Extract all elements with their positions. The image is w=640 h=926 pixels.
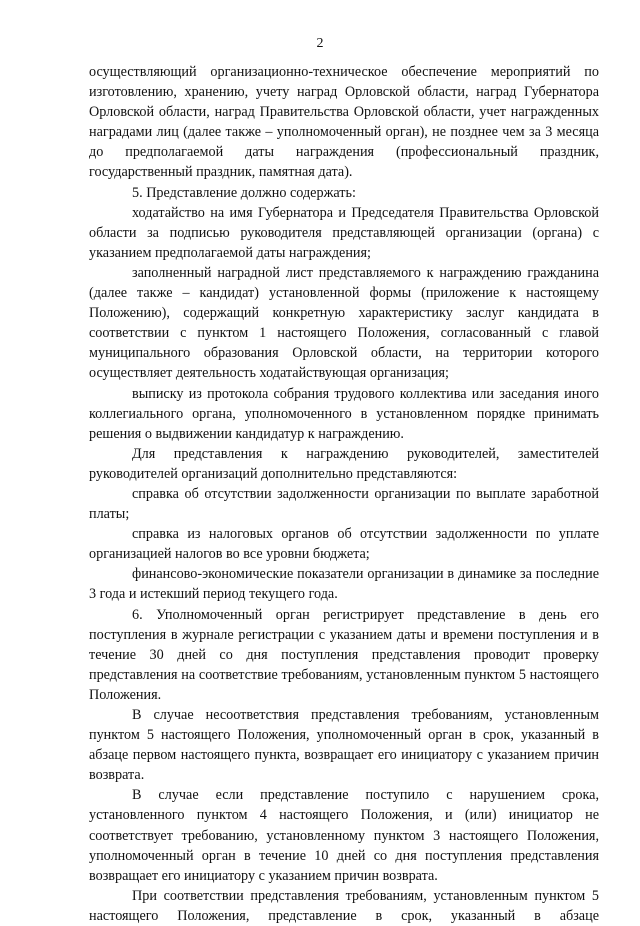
paragraph-protocol-extract: выписку из протокола собрания трудового коллектива или заседания иного коллегиального органа, уполномоченного в установленном порядке принимать решения о выдвижении кандидатур к награждению.: [89, 385, 599, 442]
paragraph-petition: ходатайство на имя Губернатора и Председателя Правительства Орловской области за подписью руководителя представляющей организации (органа) с указанием предполагаемой даты награждения;: [89, 204, 599, 261]
paragraph-salary-certificate: справка об отсутствии задолженности организации по выплате заработной платы;: [89, 485, 599, 523]
page-number: 2: [316, 36, 324, 51]
paragraph-nonconformity-return: В случае несоответствия представления требованиям, установленным пунктом 5 настоящего Положения, уполномоченный орган в срок, указанный в абзаце первом настоящего пункта, возвращает его инициатору с указанием причин возврата.: [89, 707, 599, 784]
document-body: [89, 62, 599, 926]
paragraph-award-sheet: заполненный наградной лист представляемого к награждению гражданина (далее также – кандидат) установленной формы (приложение к настоящему Положению), содержащий конкретную характеристику заслуг кандидата в соответствии с пунктом 1 настоящего Положения, согласованный с главой муниципального образования Орловской области, на территории которого осуществляет деятельность ходатайствующая организация;: [89, 264, 599, 382]
paragraph-managers-requirements: Для представления к награждению руководителей, заместителей руководителей организаций дополнительно представляются:: [89, 445, 599, 482]
paragraph-conformity-continued: При соответствии представления требованиям, установленным пунктом 5 настоящего Положения, представление в срок, указанный в абзаце: [89, 887, 599, 924]
paragraph-continuation: осуществляющий организационно-техническое обеспечение мероприятий по изготовлению, хранению, учету наград Орловской области, наград Губернатора Орловской области, наград Правительства Орловской области, учет награжденных наградами лиц (далее также – уполномоченный орган), не позднее чем за 3 месяца до предполагаемой даты награждения (профессиональный праздник, государственный праздник, памятная дата).: [89, 64, 599, 181]
paragraph-item-5-heading: 5. Представление должно содержать:: [132, 184, 356, 201]
paragraph-item-6-registration: 6. Уполномоченный орган регистрирует представление в день его поступления в журнале регистрации с указанием даты и времени поступления и в течение 30 дней со дня поступления представления проводит проверку представления на соответствие требованиям, установленным пунктом 5 настоящего Положения.: [89, 606, 599, 703]
paragraph-deadline-violation: В случае если представление поступило с нарушением срока, установленного пунктом 4 настоящего Положения, и (или) инициатор не соответствует требованию, установленному пунктом 3 настоящего Положения, уполномоченный орган в течение 10 дней со дня поступления представления возвращает его инициатору с указанием причин возврата.: [89, 787, 599, 884]
paragraph-tax-certificate: справка из налоговых органов об отсутствии задолженности по уплате организацией налогов во все уровни бюджета;: [89, 526, 599, 563]
paragraph-financial-indicators: финансово-экономические показатели организации в динамике за последние 3 года и истекший период текущего года.: [89, 566, 599, 603]
